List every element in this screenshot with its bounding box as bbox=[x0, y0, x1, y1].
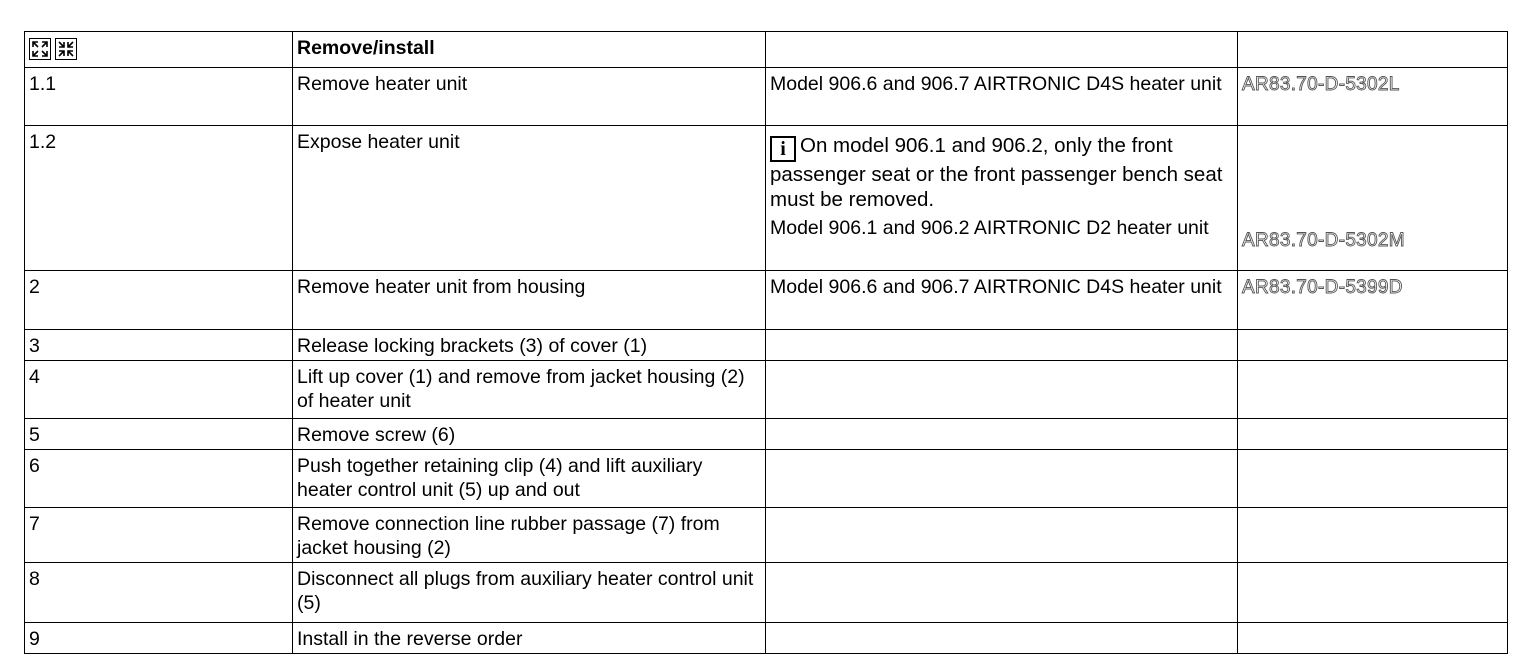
table-row bbox=[25, 361, 1508, 419]
expand-all-icon[interactable] bbox=[29, 38, 51, 60]
step-action: Lift up cover (1) and remove from jacket housing (2) of heater unit bbox=[293, 361, 766, 419]
header-icons-cell bbox=[25, 32, 293, 68]
info-icon: i bbox=[770, 136, 796, 162]
step-number: 2 bbox=[25, 271, 293, 330]
step-action: Install in the reverse order bbox=[293, 623, 766, 654]
reference-link[interactable]: AR83.70-D-5399D bbox=[1242, 277, 1403, 298]
table-row bbox=[25, 508, 1508, 563]
table-header-row bbox=[25, 32, 1508, 68]
step-info-cell bbox=[766, 126, 1238, 271]
table-row bbox=[25, 68, 1508, 126]
step-info: Model 906.1 and 906.2 AIRTRONIC D2 heater unit bbox=[770, 217, 1209, 239]
step-number: 9 bbox=[25, 623, 293, 654]
step-action: Remove screw (6) bbox=[293, 419, 766, 450]
note-text: On model 906.1 and 906.2, only the front passenger seat or the front passenger bench seat must be removed. bbox=[770, 134, 1223, 211]
step-action: Release locking brackets (3) of cover (1) bbox=[293, 330, 766, 361]
step-info: Model 906.6 and 906.7 AIRTRONIC D4S heater unit bbox=[766, 271, 1238, 330]
collapse-all-icon[interactable] bbox=[55, 38, 77, 60]
table-row bbox=[25, 126, 1508, 271]
step-action: Remove heater unit bbox=[293, 68, 766, 126]
reference-link[interactable]: AR83.70-D-5302M bbox=[1242, 230, 1405, 251]
step-action: Push together retaining clip (4) and lift auxiliary heater control unit (5) up and out bbox=[293, 450, 766, 508]
step-action: Expose heater unit bbox=[293, 126, 766, 271]
step-number: 6 bbox=[25, 450, 293, 508]
table-row bbox=[25, 330, 1508, 361]
step-number: 4 bbox=[25, 361, 293, 419]
step-action: Remove connection line rubber passage (7) from jacket housing (2) bbox=[293, 508, 766, 563]
table-row bbox=[25, 450, 1508, 508]
table-row bbox=[25, 563, 1508, 623]
step-number: 7 bbox=[25, 508, 293, 563]
step-action: Remove heater unit from housing bbox=[293, 271, 766, 330]
step-number: 1.2 bbox=[25, 126, 293, 271]
step-number: 1.1 bbox=[25, 68, 293, 126]
step-number: 8 bbox=[25, 563, 293, 623]
table-row bbox=[25, 271, 1508, 330]
header-empty-cell bbox=[766, 32, 1238, 68]
table-row bbox=[25, 419, 1508, 450]
procedure-table bbox=[24, 31, 1508, 654]
note-paragraph bbox=[770, 130, 1233, 212]
step-number: 5 bbox=[25, 419, 293, 450]
step-info: Model 906.6 and 906.7 AIRTRONIC D4S heater unit bbox=[766, 68, 1238, 126]
step-number: 3 bbox=[25, 330, 293, 361]
reference-link[interactable]: AR83.70-D-5302L bbox=[1242, 74, 1400, 95]
header-empty-cell bbox=[1238, 32, 1508, 68]
header-title: Remove/install bbox=[293, 32, 766, 68]
step-action: Disconnect all plugs from auxiliary heater control unit (5) bbox=[293, 563, 766, 623]
table-row bbox=[25, 623, 1508, 654]
